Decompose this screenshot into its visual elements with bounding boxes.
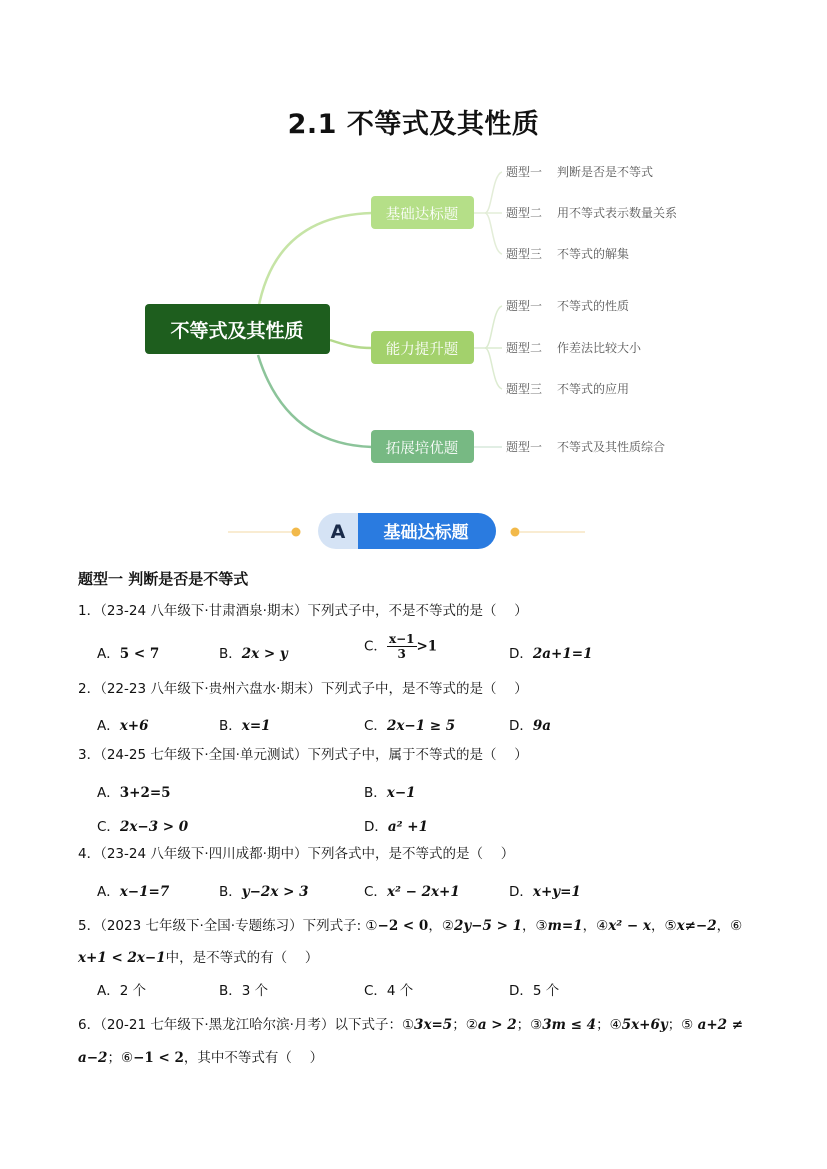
question-3-option-a: A．3+2=5 <box>97 785 171 801</box>
item-type: 题型一 <box>506 440 543 454</box>
question-2-option-a: A．x+6 <box>97 718 149 734</box>
question-1-option-c: C． $\frac{x-1}{3}$ >1 <box>364 632 438 661</box>
question-1-stem: 1．（23-24 八年级下·甘肃酒泉·期末）下列式子中，不是不等式的是（ ） <box>78 603 528 619</box>
question-3-stem: 3．（24-25 七年级下·全国·单元测试）下列式子中，属于不等式的是（ ） <box>78 747 528 763</box>
banner-dot-right <box>511 528 520 537</box>
item-text: 不等式的性质 <box>557 299 630 313</box>
item-type: 题型二 <box>506 206 543 220</box>
item-type: 题型一 <box>506 299 543 313</box>
item-type: 题型一 <box>506 165 543 179</box>
branch-label-advanced: 能力提升题 <box>385 342 459 358</box>
connector-branch-2 <box>330 340 372 348</box>
question-4-option-a: A．x−1=7 <box>97 884 170 900</box>
question-2-option-b: B．x=1 <box>219 718 271 734</box>
question-1-option-d: D．2a+1=1 <box>509 646 593 662</box>
connector-item <box>474 306 502 348</box>
branch-label-extension: 拓展培优题 <box>385 441 459 457</box>
question-4-option-c: C．x² − 2x+1 <box>364 884 460 900</box>
item-text: 不等式的应用 <box>557 382 630 396</box>
item-text: 不等式的解集 <box>557 247 630 261</box>
page-title: 2.1 不等式及其性质 <box>287 109 540 140</box>
question-1-option-a: A．5 < 7 <box>97 646 160 662</box>
connector-branch-1 <box>258 213 372 310</box>
banner-label: 基础达标题 <box>383 523 469 543</box>
question-6-stem: 6．（20-21 七年级下·黑龙江哈尔滨·月考）以下式子：①3x=5；②a > 2；③3m ≤ 4；④5x+6y；⑤ a+2 ≠ a−2；⑥−1 < 2，其中不等式有（ ） <box>78 1017 744 1066</box>
item-type: 题型三 <box>506 247 543 261</box>
question-5-option-b: B．3 个 <box>219 983 269 999</box>
banner-dot-left <box>292 528 301 537</box>
question-1-option-b: B．2x > y <box>219 646 288 662</box>
item-text: 不等式及其性质综合 <box>557 440 666 454</box>
connector-branch-3 <box>258 355 372 447</box>
connector-item <box>474 172 502 213</box>
connector-item <box>485 213 502 254</box>
question-4-option-b: B．y−2x > 3 <box>219 884 309 900</box>
connector-item <box>485 348 502 389</box>
item-type: 题型二 <box>506 341 543 355</box>
question-4-stem: 4．（23-24 八年级下·四川成都·期中）下列各式中，是不等式的是（ ） <box>78 846 515 862</box>
question-3-option-b: B．x−1 <box>364 785 416 801</box>
question-5-option-d: D．5 个 <box>509 983 560 999</box>
banner-letter: A <box>330 521 346 543</box>
item-type: 题型三 <box>506 382 543 396</box>
question-3-option-d: D．a² +1 <box>364 819 428 835</box>
question-5-option-a: A．2 个 <box>97 983 147 999</box>
question-2-option-d: D．9a <box>509 718 552 734</box>
item-text: 判断是否是不等式 <box>557 165 654 179</box>
section-heading: 题型一 判断是否是不等式 <box>78 570 249 588</box>
branch-label-basic: 基础达标题 <box>385 207 459 223</box>
item-text: 用不等式表示数量关系 <box>557 206 678 220</box>
question-4-option-d: D．x+y=1 <box>509 884 581 900</box>
question-2-option-c: C．2x−1 ≥ 5 <box>364 718 456 734</box>
question-3-option-c: C．2x−3 > 0 <box>97 819 189 835</box>
mind-map <box>0 0 827 543</box>
item-text: 作差法比较大小 <box>557 341 642 355</box>
question-5-stem: 5．（2023 七年级下·全国·专题练习）下列式子: ①−2 < 0，②2y−5 > 1，③m=1，④x² − x，⑤x≠−2，⑥ x+1 < 2x−1中，是不等式的有（ ） <box>78 918 743 966</box>
question-5-option-c: C．4 个 <box>364 983 414 999</box>
mind-map-root-label: 不等式及其性质 <box>170 320 304 342</box>
question-2-stem: 2．（22-23 八年级下·贵州六盘水·期末）下列式子中，是不等式的是（ ） <box>78 681 528 697</box>
